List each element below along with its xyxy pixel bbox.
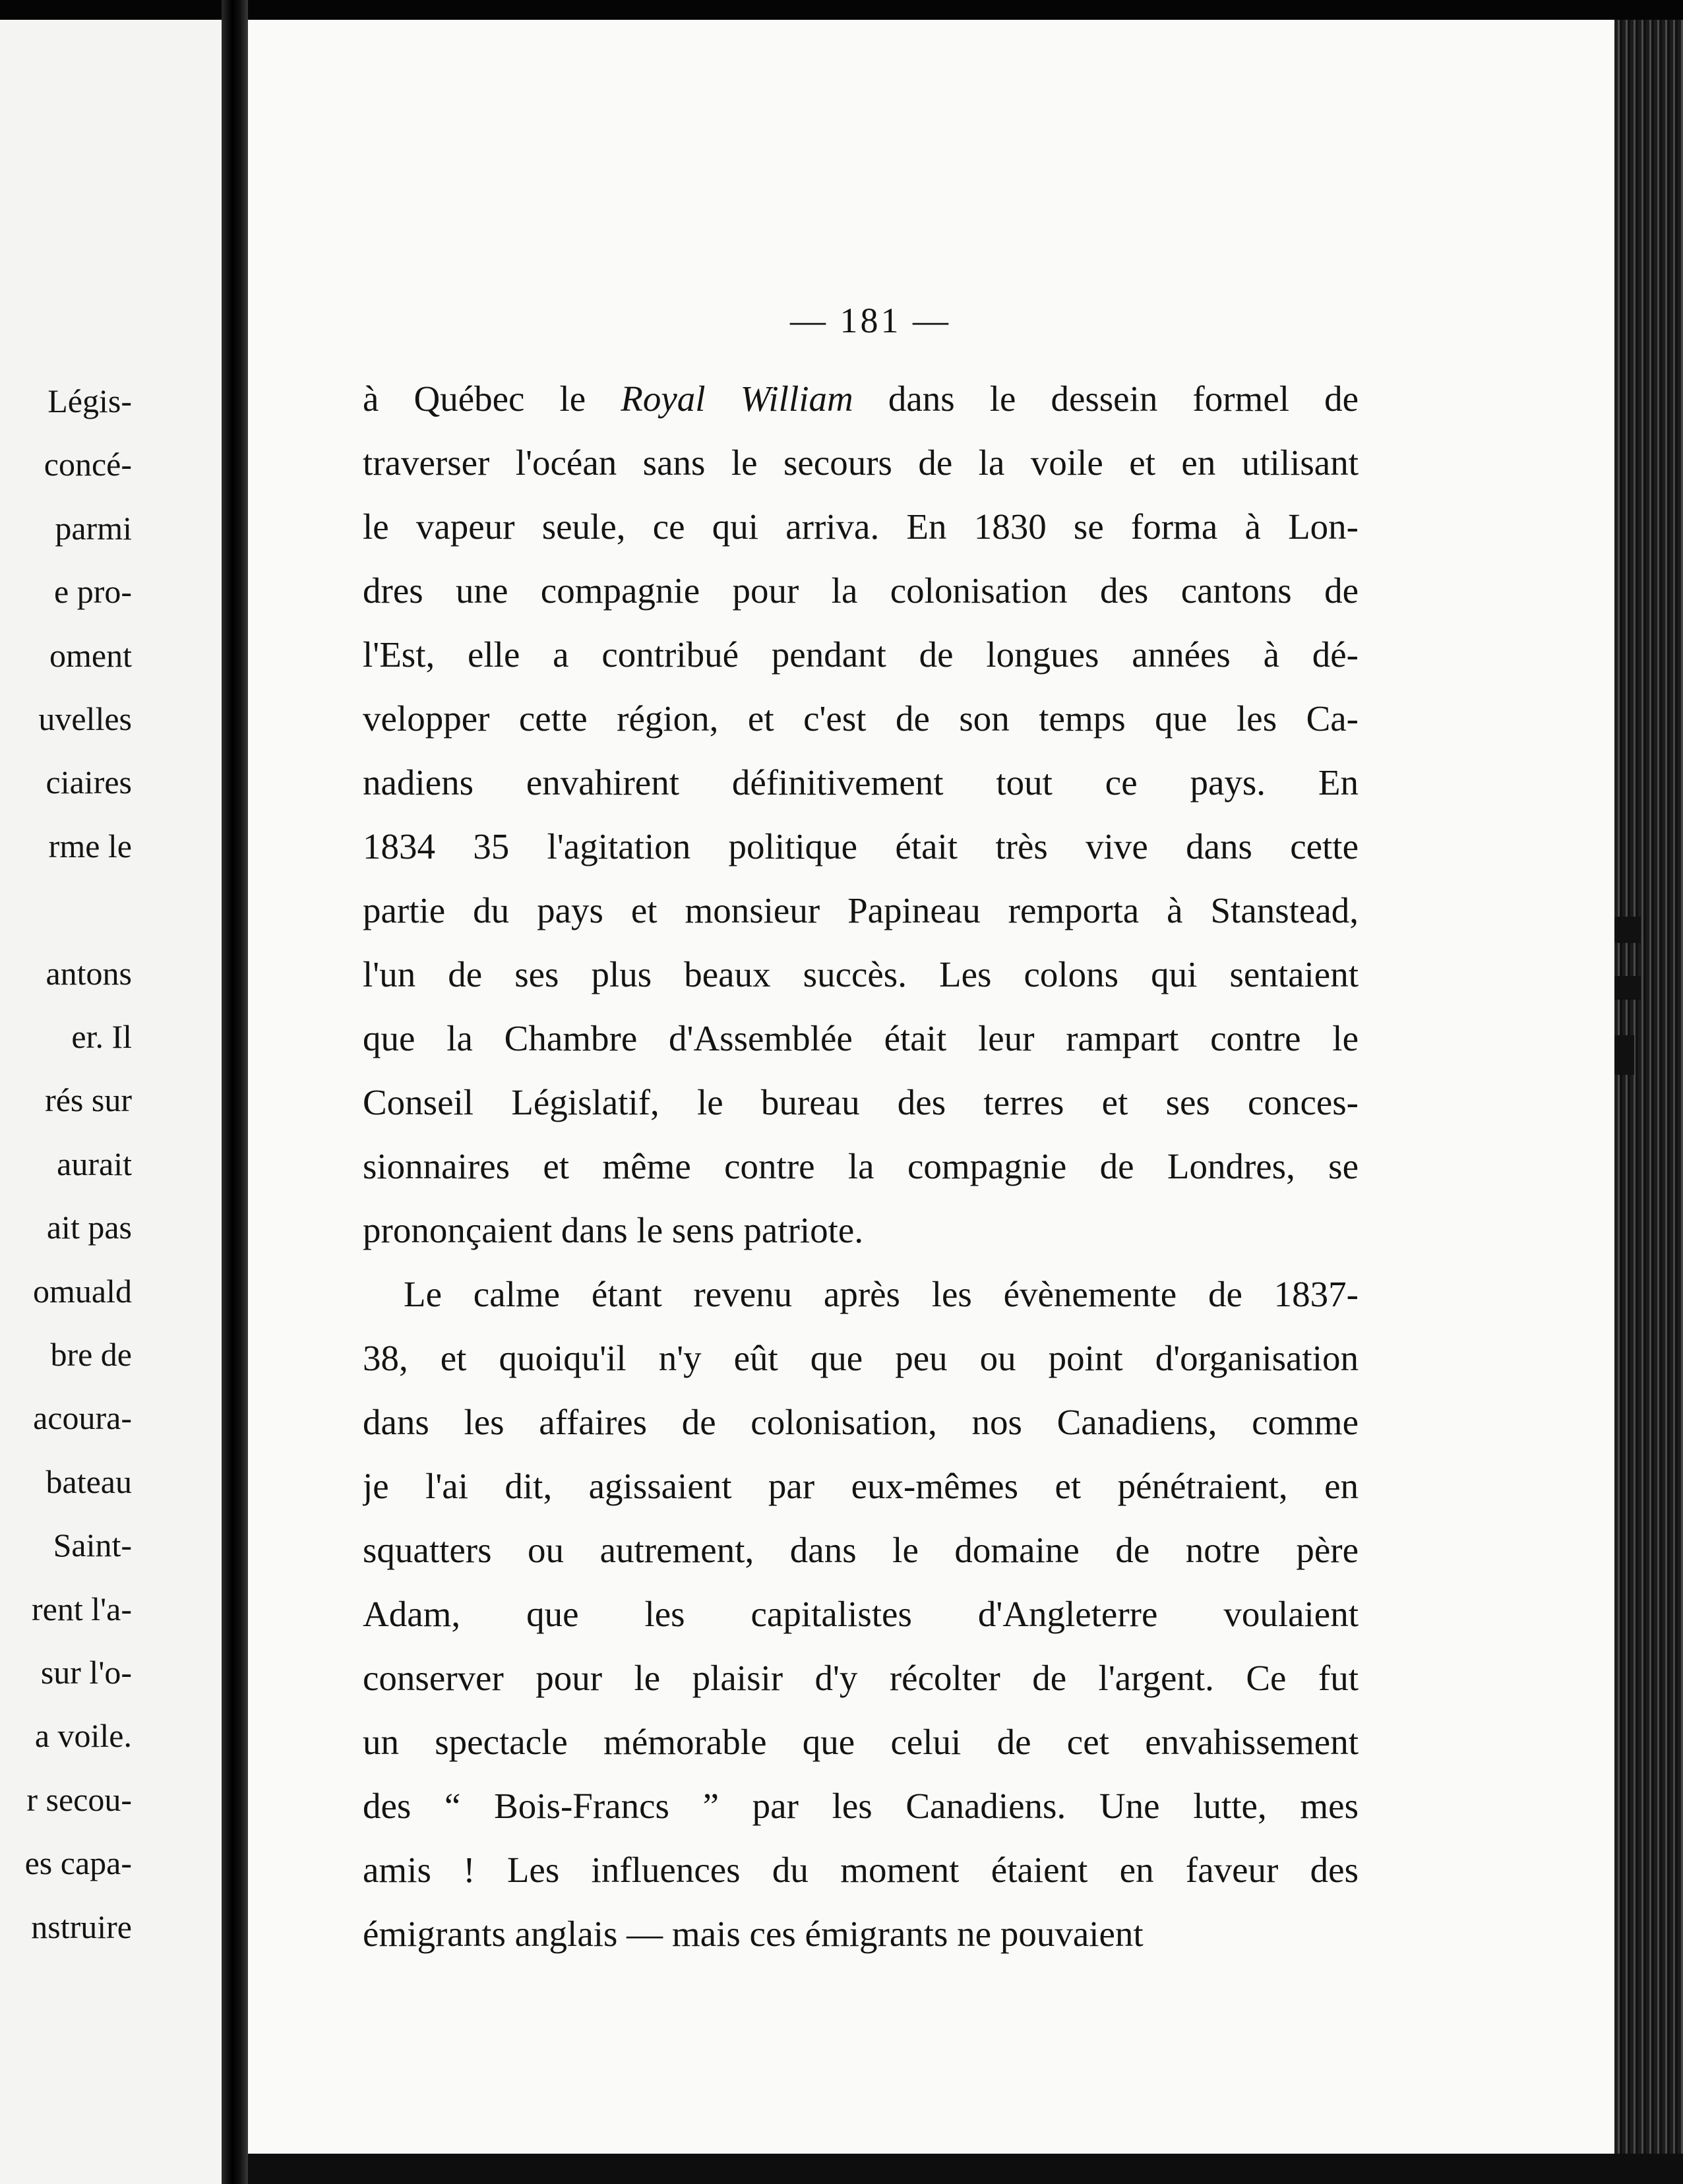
page-number: — 181 —: [790, 301, 951, 340]
text-line: nadiens envahirent définitivement tout ce pays. En: [363, 762, 1359, 803]
text-line: Conseil Législatif, le bureau des terres et ses conces-: [363, 1082, 1359, 1122]
text-line: l'un de ses plus beaux succès. Les colons qui sentaient: [363, 954, 1359, 994]
page-body-text: [363, 367, 1359, 1966]
left-page-line: uvelles: [38, 700, 132, 737]
scan-bottom-edge: [248, 2154, 1683, 2184]
book-gutter: [222, 0, 248, 2184]
text-line: prononçaient dans le sens patriote.: [363, 1210, 864, 1250]
text-line: le vapeur seule, ce qui arriva. En 1830 se forma à Lon-: [363, 506, 1359, 547]
left-page-line: rent l'a-: [32, 1590, 132, 1627]
text-line: Adam, que les capitalistes d'Angleterre voulaient: [363, 1594, 1359, 1634]
left-page-line: bateau: [46, 1463, 132, 1500]
left-page-line: aurait: [57, 1145, 132, 1182]
text-run: dans le dessein formel de: [853, 379, 1359, 419]
text-line: je l'ai dit, agissaient par eux-mêmes et pénétraient, en: [363, 1466, 1359, 1506]
text-line: un spectacle mémorable que celui de cet envahissement: [363, 1722, 1359, 1762]
text-line: 38, et quoiqu'il n'y eût que peu ou point d'organisation: [363, 1338, 1359, 1378]
left-page-line: ciaires: [46, 764, 132, 801]
text-line: Le calme étant revenu après les évènemente de 1837-: [404, 1274, 1359, 1314]
left-page-line: r secou-: [26, 1780, 132, 1818]
left-page-line: concé-: [44, 446, 132, 483]
fore-edge-mark: [1614, 1035, 1634, 1075]
text-line: conserver pour le plaisir d'y récolter de l'argent. Ce fut: [363, 1658, 1359, 1698]
left-page-line: rés sur: [45, 1081, 132, 1119]
text-line: dans les affaires de colonisation, nos Canadiens, comme: [363, 1402, 1359, 1442]
left-page-line: bre de: [50, 1336, 132, 1373]
left-page-line: antons: [46, 954, 132, 992]
text-line: que la Chambre d'Assemblée était leur rampart contre le: [363, 1018, 1359, 1058]
left-page-line: Légis-: [47, 382, 132, 419]
text-line: l'Est, elle a contribué pendant de longues années à dé-: [363, 634, 1359, 675]
left-page-line: nstruire: [31, 1908, 132, 1945]
left-page-line: es capa-: [24, 1844, 132, 1882]
left-page-line: a voile.: [34, 1717, 132, 1755]
fore-edge-mark: [1614, 976, 1641, 1000]
left-page-line: Saint-: [53, 1527, 132, 1564]
text-line: partie du pays et monsieur Papineau remporta à Stanstead,: [363, 890, 1359, 930]
left-page-line: acoura-: [33, 1399, 132, 1437]
text-run: à Québec le: [363, 379, 621, 419]
left-page-line: e pro-: [54, 573, 132, 611]
page-fore-edge: [1614, 20, 1683, 2184]
left-page-line: er. Il: [71, 1018, 132, 1055]
left-page-line: ait pas: [46, 1209, 132, 1246]
facing-left-page: [0, 20, 224, 2184]
text-line: amis ! Les influences du moment étaient en faveur des: [363, 1850, 1359, 1890]
text-line: sionnaires et même contre la compagnie de Londres, se: [363, 1146, 1359, 1186]
left-page-line: parmi: [55, 509, 132, 547]
text-line: émigrants anglais — mais ces émigrants ne pouvaient: [363, 1914, 1144, 1954]
left-page-line: sur l'o-: [40, 1654, 132, 1691]
ship-name: Royal William: [621, 379, 853, 419]
text-line: des “ Bois-Francs ” par les Canadiens. Une lutte, mes: [363, 1786, 1359, 1826]
text-line: [363, 367, 1359, 431]
left-page-line: omuald: [33, 1272, 132, 1310]
left-page-line: oment: [49, 636, 132, 674]
text-line: velopper cette région, et c'est de son temps que les Ca-: [363, 698, 1359, 739]
fore-edge-mark: [1614, 917, 1641, 943]
text-line: dres une compagnie pour la colonisation des cantons de: [363, 570, 1359, 611]
left-page-line: rme le: [48, 827, 132, 864]
text-line: squatters ou autrement, dans le domaine de notre père: [363, 1530, 1359, 1570]
text-line: traverser l'océan sans le secours de la voile et en utilisant: [363, 442, 1359, 483]
text-line: 1834 35 l'agitation politique était très vive dans cette: [363, 826, 1359, 866]
